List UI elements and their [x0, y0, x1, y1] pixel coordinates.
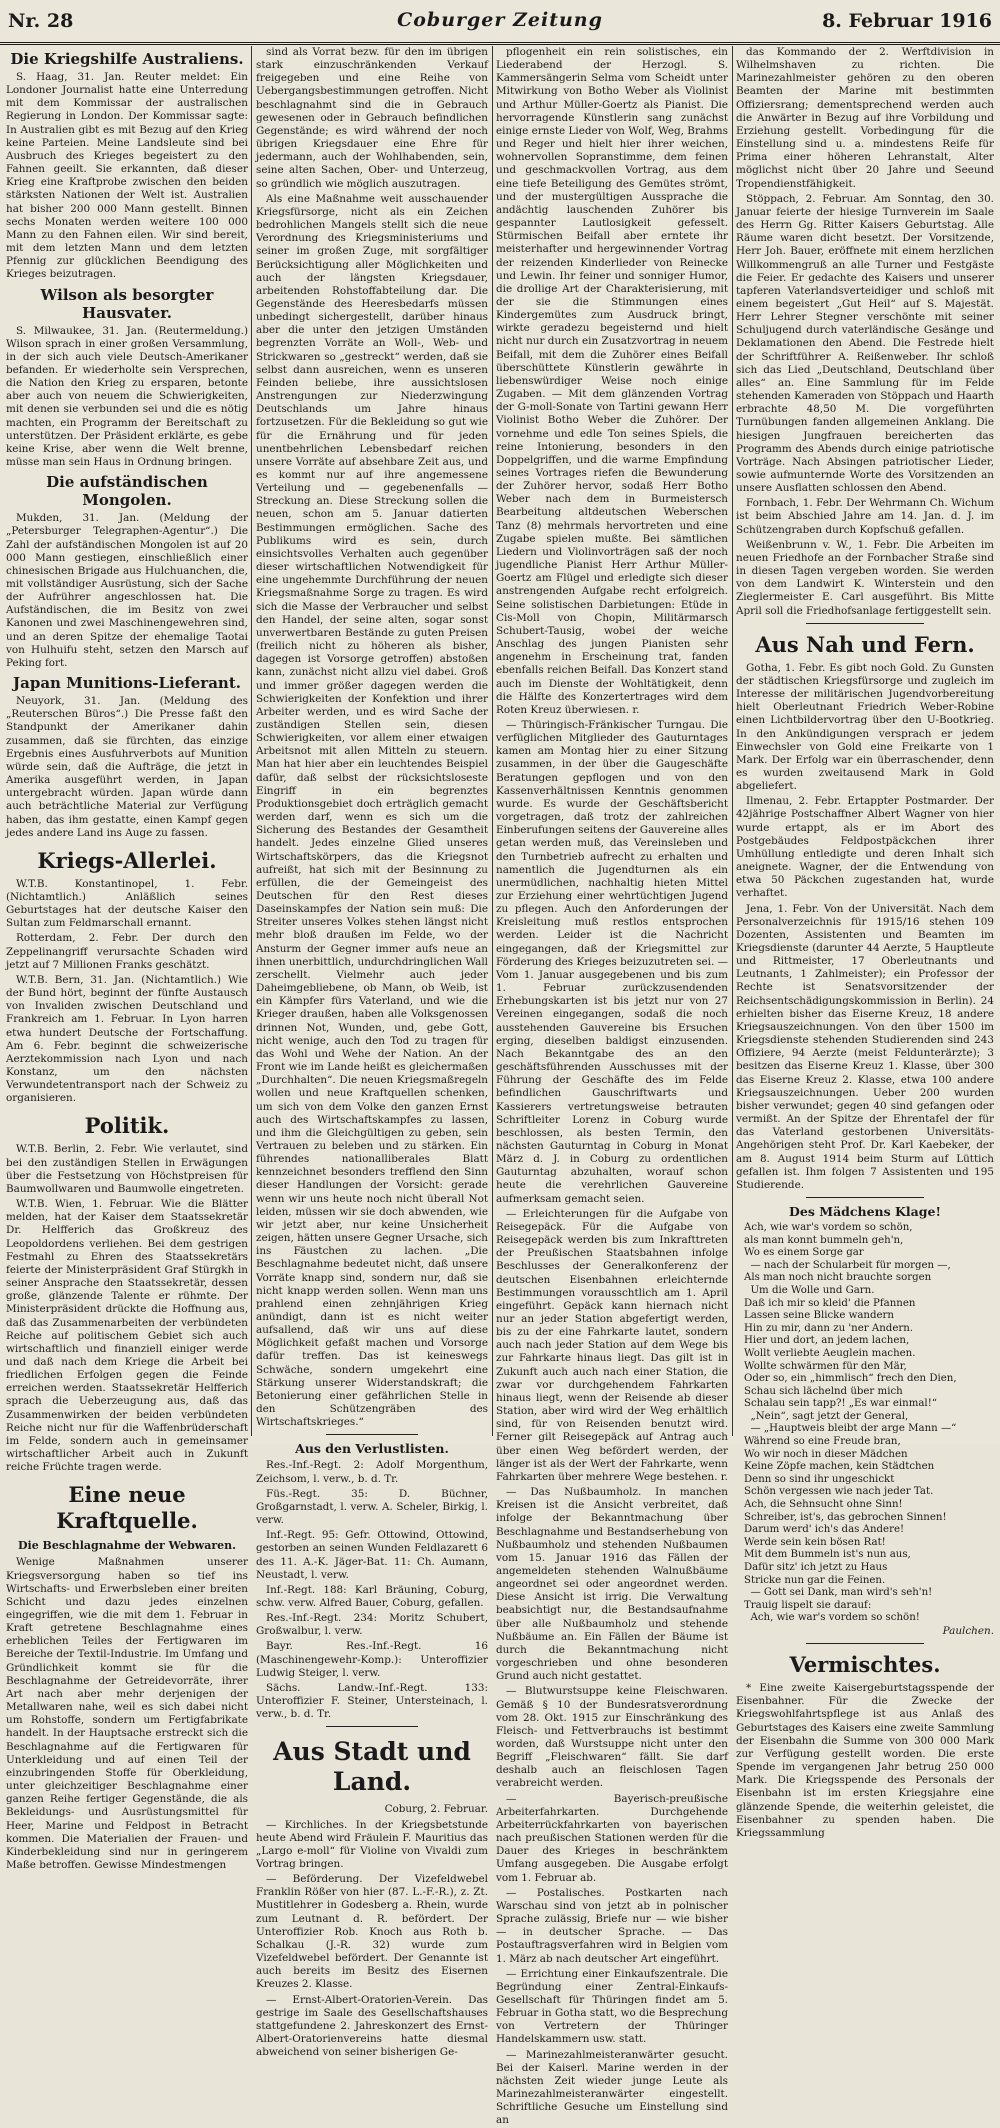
article-heading: Die aufständischen Mongolen. — [46, 473, 208, 510]
poem-line: als man konnt bummeln geh'n, — [744, 1234, 904, 1246]
article-text: Jena, 1. Febr. Von der Universität. Nach dem Personalverzeichnis für 1915/16 stehen 109 Dozenten, Assistenten und Beamten im Kriegsdienste (darunter 44 Aerzte, 5 Hauptleute und Rittmeister, 17 Oberleutnants und Leutnants, 1 Zahlmeister); ein Professor der Rechte ist Senatsvorsitzender der Reichsentschädigungskommission in Berlin). 24 erhielten bisher das Eiserne Kreuz, 18 andere Kriegsauszeichnungen. Von den über 1500 im Kriegsdienste stehenden Studierenden sind 243 Offiziere, 94 Aerzte (meist Feldunterärzte); 3 besitzen das Eiserne Kreuz 1. Klasse, über 300 das Eiserne Kreuz 2. Klasse, etwa 100 andere Kriegsauszeichnungen. Ueber 200 wurden bisher verwundet; gegen 40 sind gefangen oder vermißt. An der Spitze der Ehrentafel der für das Vaterland gestorbenen Universitäts-Angehörigen steht Prof. Dr. Karl Kaebeker, der am 8. August 1914 beim Sturm auf Lüttich gefallen ist. Ihm folgen 7 Assistenten und 195 Studierende. — [736, 902, 994, 1191]
dateline: Coburg, 2. Februar. — [384, 1803, 488, 1816]
column-3 — [496, 46, 728, 2127]
poem-line: Werde sein kein bösen Rat! — [744, 1536, 886, 1548]
poem-line: Um die Wolle und Garn. — [744, 1284, 875, 1296]
poem-signature: Paulchen. — [942, 1624, 994, 1637]
article-text: — Thüringisch-Fränkischer Turngau. Die verfüglichen Mitglieder des Gauturntages kamen am Montag hier zu einer Sitzung zusammen, in der über die Gaugeschäfte Beratungen gepflogen und von den Kassenverhältnissen Kenntnis genommen wurde. Es wurde der Geschäftsbericht vorgetragen, daß trotz der zahlreichen Einberufungen seitens der Gauvereine alles getan werden muß, das Vereinsleben und den Turnbetrieb aufrecht zu erhalten und namentlich die Jugendturnen als ein unermüdlichen, nachhaltig hieten Mittel zur Erziehung einer wehrtüchtigen Jugend zu pflegen. Auch den Anforderungen der Kreisleitung muß restlos entsprochen werden. Leider ist die Nachricht eingegangen, daß der Kriegsmittel zur Förderung des Krieges beizuzutreten sei. — Vom 1. Januar ausgegebenen und bis zum 1. Februar zurückzusendenden Erhebungskarten ist bis jetzt nur von 27 Vereinen eingegangen, sodaß die noch ausstehenden Gauvereine bis Ersuchen erging, dieselben baldigst einzusenden. Nach Bekanntgabe des an den geschäftsführenden Ausschusses mit der Führung der Geschäfte des im Felde befindlichen Gauschriftwarts und Kassierers vertretungsweise betrauten Schriftleiter Lorenz in Coburg wurde beschlossen, als besten Termin, den nächsten Gauturntag in Coburg in Monat März d. J. in Coburg zu ordentlichen Gauturntag abzuhalten, worauf schon heute die verehrlichen Gauvereine aufmerksam gemacht seien. — [496, 718, 728, 1205]
poem-line: Ach, wie war's vordem so schön, — [744, 1221, 913, 1233]
article-text: Neuyork, 31. Jan. (Meldung des „Reuterschen Büros“.) Die Presse faßt den Standpunkt der Amerikaner dahin zusammen, daß sie fürchten, das einzige Ergebnis eines Ausfuhrverbots auf Munition würde sein, daß die Aufträge, die jetzt in Amerika ausgeführt werden, in Japan untergebracht würden. Japan würde dann auch beträchtliche Material zur Verfügung haben, das ihm gestatte, einen Kampf gegen jedes andere Land ins Auge zu fassen. — [6, 695, 248, 839]
poem-line: Schau sich lächelnd über mich — [744, 1385, 903, 1397]
article-text: pflogenheit ein rein solistisches, ein Liederabend der Herzogl. S. Kammersängerin Selma vom Scheidt unter Mitwirkung von Botho Weber als Violinist und Arthur Müller-Goertz als Pianist. Die hervorragende Künstlerin sang zunächst einige ernste Lieder von Wolf, Weg, Brahms und Reger und hielt hier ihrer weichen, wohnervollen Sopranstimme, dem feinen und geschmackvollen Vortrag, aus dem eine tiefe Beteiligung des Gemütes strömt, und der mustergültigen Aussprache die andächtig lauschenden Zuhörer bis gespannter Lautlosigkeit gefesselt. Stürmischen Beifall aber erntete ihr meisterhafter und hergewinnender Vortrag der reizenden Kinderlieder von Reinecke und Lewin. Ihr feiner und sonniger Humor, die drollige Art der Charakterisierung, mit der sie die Stimmungen eines Kindergemütes zum Ausdruck bringt, wirkte geradezu begeisternd und hielt nicht nur durch ein Zusatzvortrag in neuem Beifall, mit dem die Zuhörer eines Beifall überschüttete Künstlerin gewährte in liebenswürdiger Weise noch einige Zugaben. — Mit dem glänzenden Vortrag der G-moll-Sonate von Tartini gewann Herr Violinist Botho Weber die Zuhörer. Der vornehme und edle Ton seines Spiels, die reine Intonierung, besonders in den Doppelgriffen, und die warme Empfindung seines Vortrages riefen die Bewunderung der Zuhörer hervor, sodaß Herr Botho Weber nach dem in Burmeistersch Bearbeitung altdeutschen Weberschen Tanz (8) mehrmals hervortreten und eine Zugabe spielen mußte. Bei sämtlichen Liedern und Violinvorträgen saß der noch jugendliche Pianist Herr Arthur Müller-Goertz am Flügel und erledigte sich dieser anstrengenden Aufgabe recht erfolgreich. Seine solistischen Darbietungen: Etüde in Cis-Moll von Chopin, Militärmarsch Schubert-Tausig, wobei der weiche Anschlag des jungen Pianisten sehr angenehm in Erscheinung trat, fanden ebenfalls reichen Beifall. Das Konzert stand auch im Dienste der Wohltätigkeit, denn die Hälfte des Konzertertrages wird dem Roten Kreuz überwiesen. r. — [496, 46, 728, 716]
issue-number: Nr. 28 — [8, 10, 74, 32]
masthead — [0, 0, 1000, 45]
column-4 — [736, 46, 994, 1839]
poem-line: Wo wir noch in dieser Mädchen — [744, 1448, 908, 1460]
poem-line: Wo es einem Sorge gar — [744, 1247, 864, 1259]
poem-line: Ach, die Sehnsucht ohne Sinn! — [744, 1499, 903, 1511]
article-text: — Erleichterungen für die Aufgabe von Reisegepäck. Für die Aufgabe von Reisegepäck werden bis zum Inkrafttreten der Preußischen Staatsbahnen infolge Beschlusses der Generalkonferenz der deutschen Eisenbahnen erleichternde Bestimmungen vorausschtlich am 1. April eingeführt. Gepäck kann hiernach nicht nur an jeder Station abgefertigt werden, bis zu der eine Fahrkarte lautet, sondern auch nach jeder Station auf dem Wege bis zur Fahrkarte hinaus liegt. Das gilt ist in Zukunft auch auch nach einer Station, die zwar vor durchgehendem Fahrkarten hinaus liegt, wenn der Reisende ab dieser Station, aber wird wird der Weg erhältlich sind, für von Reisenden benutzt wird. Ferner gilt Reisegepäck auf Antrag auch über einen Weg befördert werden, der länger ist als der Wert der Fahrkarte, wenn Fahrkarten über mehrere Wege bestehen. r. — [496, 1207, 728, 1483]
article-text: — Das Nußbaumholz. In manchen Kreisen ist die Ansicht verbreitet, daß infolge der Bekanntmachung über Beschlagnahme und Bestandserhebung von Nußbaumholz und stehenden Nußbaumen vom 15. Januar 1916 das Fällen der angemeldeten stehenden Walnußbäume angeordnet sei oder angeordnet werden. Diese Ansicht ist irrig. Die Verwaltung beabsichtigt nur, die Bestandsaufnahme über alle Nußbaumholz und stehende Nußbäume an. Ein Fällen der Bäume ist durch die Bekanntmachung nicht vorgeschrieben und ohne besonderen Grund auch nicht gestattet. — [496, 1486, 728, 1683]
divider — [806, 1643, 924, 1644]
poem-line: Dafür sitz' ich jetzt zu Haus — [744, 1562, 888, 1573]
column-rule — [492, 46, 493, 1436]
divider — [326, 1726, 418, 1727]
section-heading: Aus Nah und Fern. — [755, 631, 975, 657]
article-subheading: Die Beschlagnahme der Webwaren. — [18, 1539, 236, 1553]
article-text: Res.-Inf.-Regt. 2: Adolf Morgenthum, Zeichsom, l. verw., b. d. Tr. — [256, 1459, 488, 1485]
article-heading: Wilson als besorgter Hausvater. — [40, 285, 214, 322]
poem-line: Oder so, ein „himmlisch“ frech den Dien, — [744, 1373, 957, 1385]
poem-line: Stricke nun gar die Feinen. — [744, 1574, 886, 1586]
article-text: Füs.-Regt. 35: D. Büchner, Großgarnstadt, l. verw. A. Scheler, Birkig, l. verw. — [256, 1487, 488, 1527]
section-heading: Eine neue Kraftquelle. — [56, 1482, 198, 1534]
poem-line: Während so eine Freude bran, — [744, 1436, 901, 1448]
poem-line: — Gott sei Dank, man wird's seh'n! — [744, 1587, 933, 1599]
article-text: Inf.-Regt. 95: Gefr. Ottowind, Ottowind, gestorben an seinen Wunden Feldlazarett 6 des 11. A.-K. Jäger-Bat. 11: Ch. Aumann, Neustadt, l. verw. — [256, 1529, 488, 1581]
poem-line: Wollte schwärmen für den Mär, — [744, 1360, 907, 1372]
article-text: — Blutwurstsuppe keine Fleischwaren. Gemäß § 10 der Bundesratsverordnung vom 28. Okt. 1915 zur Einschränkung des Fleisch- und Fettverbrauchs ist bestimmt worden, daß Wurstsuppe nicht unter den Begriff „Fleischwaren“ fällt. Sie darf deshalb auch an fleischlosen Tagen verabreicht werden. — [496, 1685, 728, 1790]
article-text: das Kommando der 2. Werftdivision in Wilhelmshaven zu richten. Die Marinezahlmeister gehören zu den oberen Beamten der Marine mit bestimmten Offiziersrang; dementsprechend werden auch die Anwärter in Bezug auf ihre Vorbildung und Erziehung gestellt. Vorbedingung für die Einstellung sind u. a. mindestens Reife für Prima einer höheren Lehranstalt, Alter möglichst nicht über 20 Jahre und Seeund Tropendienstfähigkeit. — [736, 46, 994, 190]
column-1 — [6, 46, 248, 1871]
article-text: — Ernst-Albert-Oratorien-Verein. Das gestrige im Saale des Gesellschaftshauses stattgefundene 2. Jahreskonzert des Ernst-Albert-Oratorienvereins hatte diesmal abweichend von seiner bisherigen Ge- — [256, 1993, 488, 2059]
article-text: Wenige Maßnahmen unserer Kriegsversorgung haben so tief ins Wirtschafts- und Erwerbsleben einer breiten Schicht und dazu jedes einzelnen eingegriffen, wie die mit dem 1. Februar in Kraft getretene Beschlagnahme eines erheblichen Teiles der Fertigwaren im Bereiche der Textil-Industrie. Im Umfang und Gründlichkeit kommt sie für die Beschlagnahme der Getreidevorräte, ihrer Art nach aber mehr derjenigen der Metallwaren nahe, weil es sich dabei nicht um Rohstoffe, sondern um Fertigfabrikate handelt. In der Hauptsache erstreckt sich die Beschlagnahme auf die Fertigwaren für Unterkleidung und auf einen Teil der einzubringenden Stoffe für Oberkleidung, unter gleichzeitiger Beschlagnahme einer ganzen Reihe fertiger Gegenstände, die als Bekleidungs- und Ausrüstungsmittel für Heer, Marine und Feldpost in Betracht kommen. Die Materialien der Frauen- und Kinderbekleidung sind nur in geringerem Maße betroffen. Gewisse Mindestmengen — [6, 1556, 248, 1871]
poem-line: Schön vergessen wie nach jeder Tat. — [744, 1486, 934, 1498]
poem — [736, 1222, 994, 1625]
article-text: Fornbach, 1. Febr. Der Wehrmann Ch. Wichum ist beim Abschied Jahre am 14. Jan. d. J. im Schützengraben durch Kopfschuß gefallen. — [736, 497, 994, 536]
article-text: Als eine Maßnahme weit ausschauender Kriegsfürsorge, nicht als ein Zeichen bedrohlichen Mangels stellt sich die neue Verordnung des Kriegsministeriums und seiner im großen Zuge, mit sorgfältiger Berücksichtigung aller Möglichkeiten und auch der längsten Kriegsdauer, arbeitenden Rohstoffabteilung dar. Die Gegenstände des Heeresbedarfs müssen unbedingt sichergestellt, darüber hinaus aber die unter den jetzigen Umständen begrenzten Vorräte an Woll-, Web- und Strickwaren so „gestreckt“ werden, daß sie selbst dann ausreichen, wenn es unseren Feinden beliebe, ihre aussichtslosen Anstrengungen zur Niederzwingung Deutschlands um Jahre hinaus fortzusetzen. Für die Bekleidung so gut wie für die Ernährung und für jeden unentbehrlichen Lebensbedarf reichen unsere Vorräte auf absehbare Zeit aus, und es kommt nur auf ihre angemessene Verteilung und — gegebenenfalls — Streckung an. Diese Streckung sollen die neuen, schon am 5. Januar datierten Bestimmungen ermöglichen. Sache des Publikums wird es sein, durch einsichtsvolles Verhalten auch gegenüber dieser wirtschaftlichen Notwendigkeit für eine ungehemmte Durchführung der neuen Kriegsmaßnahme Sorge zu tragen. Es wird sich die Masse der Verbraucher und selbst den Handel, der seine alten, sogar sonst unverwertbaren Bestände zu guten Preisen (freilich nicht zu höheren als bisher, dagegen ist Vorsorge getroffen) abstoßen kann, zunächst nicht allzu viel dabei. Groß und immer größer dagegen werden die Schwierigkeiten der Konfektion und ihrer Arbeiter werden, und es wird Sache der zuständigen Stellen sein, diesen Schwierigkeiten, vor allem einer etwaigen Arbeitsnot mit allen Mitteln zu steuern. Man hat hier aber ein leuchtendes Beispiel dafür, daß selbst der rücksichtsloseste Eingriff in ein begrenztes Produktionsgebiet doch erträglich gemacht werden darf, wenn es sich um die Sicherung des Bestandes der Gesamtheit handelt. Jedes einzelne Glied unseres Wirtschaftskörpers, das die Kriegsnot aufreißt, hat sich mit der Besinnung zu erfüllen, die der Gemeingeist des Deutschen für den Rest dieses Daseinskampfes der Nation sein muß: Die Streiter unseres Volkes stehen längst nicht mehr bloß draußen im Felde, wo der Ansturm der Gegner immer aufs neue an ihnen unerbittlich, undurchdringlichen Wall zerschellt. Vielmehr auch jeder Daheimgebliebene, ob Mann, ob Weib, ist ein Kämpfer fürs Vaterland, und wie die Krieger draußen, haben alle Volksgenossen drinnen Not, Wunden, und, gebe Gott, nicht wenige, auch den Tod zu tragen für das Wohl und Wehe der Nation. An der Front wie im Lande heißt es gleichermaßen „Durchhalten“. Die neuen Kriegsmaßregeln wollen und neue Kraftquellen schenken, um sich von dem Volke den ganzen Ernst auch des Wirtschaftskampfes zu lassen, und ihm die Gleichgültigen zu geben, sein Vertrauen zu beleben und zu stärken. Ein führendes nationalliberales Blatt kennzeichnet besonders trefflend den Sinn dieser Handlungen der Vorsicht: gerade wenn wir uns heute noch nicht überall Not leiden, müssen wir sie doch abwenden, wie wir jetzt aber, nur keine Unsicherheit zeigen, hätten unsere Gegner Ursache, sich ins Fäustchen zu lachen. „Die Beschlagnahme bedeutet nicht, daß unsere Vorräte knapp sind, sondern nur, daß sie nicht knapp werden sollen. Wenn man uns prahlend einen zehnjährigen Krieg anündigt, dann ist es nicht weiter aufsallend, daß wir uns auf diese Möglichkeit gefaßt machen und Vorsorge dafür treffen. Das ist keineswegs Schwäche, sondern umgekehrt eine Stärkung unserer Widerstandskraft; die Betonierung einer gefährlichen Stelle in den Schützengräben des Wirtschaftskrieges.“ — [256, 192, 488, 1429]
article-text: — Beförderung. Der Vizefeldwebel Franklin Rößer von hier (87. L.-F.-R.), z. Zt. Mustitlehrer in Godesberg a. Rhein, wurde zum Leutnant d. R. befördert. Der Unteroffizier Rob. Knoch aus Roth b. Schalkau (J.-R. 32) wurde zum Vizefeldwebel befördert. Der Genannte ist auch bereits im Besitz des Eisernen Kreuzes 2. Klasse. — [256, 1873, 488, 1991]
poem-line: Keine Zöpfe machen, kein Städtchen — [744, 1461, 935, 1473]
section-heading: Politik. — [84, 1113, 170, 1139]
poem-line: Trauig lispelt sie darauf: — [744, 1599, 872, 1611]
article-heading: Japan Munitions-Lieferant. — [13, 674, 241, 693]
article-text: Res.-Inf.-Regt. 234: Moritz Schubert, Großwalbur, l. verw. — [256, 1612, 488, 1638]
article-text: Mukden, 31. Jan. (Meldung der „Petersburger Telegraphen-Agentur“.) Die Zahl der aufständischen Mongolen ist auf 20 000 Mann gestiegen, einschließlich einer chinesischen Brigade aus Hulchuanchen, die, mit vollständiger Ausrüstung, sich der Sache der Aufrührer angeschlossen hat. Die Aufständischen, die im Besitz von zwei Kanonen und zwei Maschinengewehren sind, und an deren Spitze der ehemalige Taotai von Hulhuifu steht, setzen den Marsch auf Peking fort. — [6, 512, 248, 669]
article-text: Sächs. Landw.-Inf.-Regt. 133: Unteroffizier F. Steiner, Untersteinach, l. verw., b. d. Tr. — [256, 1681, 488, 1721]
article-text: W.T.B. Wien, 1. Februar. Wie die Blätter melden, hat der Kaiser dem Staatssekretär Dr. Helfferich das Großkreuz des Leopoldordens verliehen. Bei dem gestrigen Festmahl zu Ehren des Staatssekretärs feierte der Ministerpräsident Graf Stürgkh in seiner Ansprache den Staatssekretär, dessen große, glänzende Talente er rühmte. Der Ministerpräsident drückte die Hoffnung aus, daß das Zusammenarbeiten der verbündeten Reiche auf politischem Gebiet sich auch wirtschaftlich und finanziell einiger werde und daß nach dem Kriege die Arbeit bei friedlichen Erfolgen gegen die Feinde erreichen werden. Staatssekretär Helfferich sprach die Ueberzeugung aus, daß das Zusammenwirken der beiden verbündeten Reiche nicht nur für die Waffenbrüderschaft im Felde, sondern auch in gemeinsamer wirtschaftlicher Arbeit auch in Zukunft reiche Früchte tragen werde. — [6, 1198, 248, 1474]
poem-line: Lassen seine Blicke wandern — [744, 1310, 894, 1322]
poem-title: Des Mädchens Klage! — [789, 1203, 941, 1219]
article-text: Gotha, 1. Febr. Es gibt noch Gold. Zu Gunsten der städtischen Kriegsfürsorge und zugleich im Interesse der militärischen Jugendvorbereitung hielt Oberleutnant Friedrich Weber-Robine einen Lichtbildervortrag über den U-Bootkrieg. In den Ankündigungen versprach er jedem Einwechsler von Gold eine Freikarte von 1 Mark. Der Erfolg war ein überraschender, denn es wurden zweitausend Mark in Gold abgeliefert. — [736, 661, 994, 793]
article-text: sind als Vorrat bezw. für den im übrigen stark einzuschränkenden Verkauf freigegeben und eine Reihe von Uebergangsbestimmungen getroffen. Nicht beschlagnahmt sind die in Gebrauch gewesenen oder in Gebrauch befindlichen Gegenstände; es wird während der noch übrigen Kriegsdauer eine Ehre für jedermann, auch der Wohlhabenden, sein, seine alten Sachen, Ober- und Unterzeug, so gründlich wie möglich auszutragen. — [256, 46, 488, 190]
issue-date: 8. Februar 1916 — [822, 10, 992, 32]
column-2 — [256, 46, 488, 2059]
article-heading: Aus den Verlustlisten. — [295, 1441, 449, 1457]
divider — [806, 623, 924, 624]
article-text: — Kirchliches. In der Kriegsbetstunde heute Abend wird Fräulein F. Mauritius das „Largo e-moll“ für Violine von Vivaldi zum Vortrag bringen. — [256, 1818, 488, 1870]
article-text: Bayr. Res.-Inf.-Regt. 16 (Maschinengewehr-Komp.): Unteroffizier Ludwig Steiger, l. verw. — [256, 1640, 488, 1679]
article-text: — Postalisches. Postkarten nach Warschau sind von jetzt ab in polnischer Sprache zulässig, Briefe nur — wie bisher — in deutscher Sprache. — Das Postauftragsverfahren wird in Belgien vom 1. März ab nach deutscher Art eingeführt. — [496, 1886, 728, 1965]
poem-line: Daß ich mir so kleid' die Pfannen — [744, 1297, 916, 1309]
article-text: S. Milwaukee, 31. Jan. (Reutermeldung.) Wilson sprach in einer großen Versammlung, in der sich auch viele Deutsch-Amerikaner befanden. Er wiederholte sein Versprechen, die Nation den Krieg zu ersparen, betonte aber auch von neuem die Schwierigkeiten, mit denen sie verbunden sei und die es nötig machten, ein Programm der Bereitschaft zu unterstützen. Der Präsident erklärte, es gebe keine Krise, aber wenn die Welt brenne, müsse man sein Haus in Ordnung bringen. — [6, 324, 248, 469]
column-rule — [251, 46, 252, 1436]
poem-line: Denn so sind ihr ungeschickt — [744, 1473, 895, 1485]
column-rule — [732, 46, 733, 1436]
section-heading: Aus Stadt und Land. — [273, 1737, 471, 1797]
poem-line: — nach der Schularbeit für morgen —, — [744, 1259, 951, 1271]
article-text: W.T.B. Konstantinopel, 1. Febr. (Nichtamtlich.) Anläßlich seines Geburtstages hat der deutsche Kaiser den Sultan zum Feldmarschall ernannt. — [6, 877, 248, 930]
poem-line: Schalau sein tapp?! „Es war einmal!“ — [744, 1398, 937, 1410]
poem-line: Mit dem Bummeln ist's nun aus, — [744, 1549, 911, 1561]
article-text: S. Haag, 31. Jan. Reuter meldet: Ein Londoner Journalist hatte eine Unterredung mit dem Kommissar der australischen Regierung in London. Der Kommissar sagte: In Australien gibt es mit Bezug auf den Krieg keine Parteien. Meine Landsleute sind bei Ausbruch des Krieges begeistert zu den Fahnen geeilt. Sie erkannten, daß dieser Krieg eine Kraftprobe zwischen den beiden stärksten Nationen der Welt ist. Australien hat bisher 200 000 Mann gestellt. Binnen sechs Monaten werden weitere 100 000 Mann zu den Fahnen eilen. Wir sind bereit, mit dem letzten Mann und dem letzten Pfennig zur glücklichen Beendigung des Krieges beizutragen. — [6, 71, 248, 281]
poem-line: Schreiber, ist's, das gebrochen Sinnen! — [744, 1511, 947, 1523]
divider — [326, 1434, 418, 1435]
divider — [806, 1197, 924, 1198]
article-text: Ilmenau, 2. Febr. Ertappter Postmarder. Der 42jährige Postschaffner Albert Wagner von hier wurde ertappt, als er im Abort des Postgebäudes Feldpostpäckchen ihrer Umhüllung entledigte und deren Inhalt sich aneignete. Wagner, der die Entwendung von etwa 50 Päckchen zugestanden hat, wurde verhaftet. — [736, 795, 994, 900]
poem-line: — „Hauptweis bleibt der arge Mann —“ — [744, 1423, 957, 1435]
poem-line: Ach, wie war's vordem so schön! — [744, 1612, 920, 1624]
article-text: Weißenbrunn v. W., 1. Febr. Die Arbeiten im neuen Friedhofe an der Fornbacher Straße sind in diesen Tagen vergeben worden. Sie werden von dem Landwirt K. Winterstein und den Zieglermeister E. Carl ausgeführt. Bis Mitte April soll die Friedhofsanlage fertiggestellt sein. — [736, 538, 994, 617]
article-text: Rotterdam, 2. Febr. Der durch den Zeppelinangriff verursachte Schaden wird jetzt auf 7 Millionen Franks geschätzt. — [6, 932, 248, 971]
poem-line: Hin zu mir, dann zu 'ner Andern. — [744, 1322, 914, 1334]
article-text: W.T.B. Bern, 31. Jan. (Nichtamtlich.) Wie der Bund hört, beginnt der fünfte Austausch von Invaliden zwischen Deutschland und Frankreich am 1. Februar. In Lyon harren etwa hundert Deutsche der Fortschaffung. Am 6. Febr. beginnt die schweizerische Aerztekommission nach Lyon und nach Konstanz, um den nächsten Verwundetentransport nach der Schweiz zu organisieren. — [6, 973, 248, 1105]
poem-line: Wollt verliebte Aeuglein machen. — [744, 1347, 916, 1359]
article-text: W.T.B. Berlin, 2. Febr. Wie verlautet, sind bei den zuständigen Stellen in Erwägungen über die Festsetzung von Höchstpreisen für Baumwollwaren und Baumwolle eingetreten. — [6, 1143, 248, 1195]
article-text: — Bayerisch-preußische Arbeiterfahrkarten. Durchgehende Arbeiterrückfahrkarten von bayerischen nach preußischen Stationen werden für die Dauer des Krieges in beschränktem Umfang ausgegeben. Die Ausgabe erfolgt vom 1. Februar ab. — [496, 1792, 728, 1884]
poem-line: Als man noch nicht brauchte sorgen — [744, 1272, 932, 1284]
article-text: Inf.-Regt. 188: Karl Bräuning, Coburg, schw. verw. Alfred Bauer, Coburg, gefallen. — [256, 1583, 488, 1609]
article-heading: Die Kriegshilfe Australiens. — [10, 50, 244, 68]
article-text: — Errichtung einer Einkaufszentrale. Die Begründung einer Zentral-Einkaufs-Gesellschaft für Thüringen findet am 5. Februar in Gotha statt, wo die Besprechung von Vertretern der Thüringer Handelskammern usw. statt. — [496, 1967, 728, 2046]
article-text: Stöppach, 2. Februar. Am Sonntag, den 30. Januar feierte der hiesige Turnverein im Saale des Herrn Gg. Ritter Kaisers Geburtstag. Alle Räume waren dicht besetzt. Der Vorsitzende, Herr Joh. Bauer, eröffnete mit einem herzlichen Willkommengruß an alle Turner und Festgäste die Feier. Er gedachte des Kaisers und unserer tapferen Vaterlandsverteidiger und schloß mit einem begeistert „Gut Heil“ auf S. Majestät. Herr Lehrer Stegner verschönte mit seiner Schuljugend durch vaterländische Gesänge und Deklamationen den Abend. Die Festrede hielt der Schriftführer A. Reißenweber. Ihr schloß sich das Lied „Deutschland, Deutschland über alles“ an. Eine Sammlung für im Felde stehenden Kameraden von Stöppach und Haarth erbrachte 48,50 M. Die vorgeführten Turnübungen fanden allgemeinen Anklang. Die hiesigen Jungfrauen bereicherten das Programm des Abends durch einige patriotische Vorträge. Nach Absingen patriotischer Lieder, sowie aufmunternde Worte des Vorsitzenden an unsere Ausflatten schlossen den Abend. — [736, 192, 994, 495]
section-heading: Kriegs-Allerlei. — [37, 847, 217, 873]
article-text: * Eine zweite Kaisergeburtstagsspende der Eisenbahner. Für die Zwecke der Kriegswohlfahrtspflege ist aus Anlaß des Geburtstages des Kaisers eine zweite Sammlung der Eisenbahn die Summe von 300 000 Mark zur Verfügung gestellt worden. Die erste Spende im vergangenen Jahr betrug 250 000 Mark. Die Kriegsspende des Personals der Eisenbahn ist im ersten Kriegsjahre eine glänzende Spende, die weiterhin geleistet, die Eisenbahner zu spenden haben. Die Kriegssammlung — [736, 1682, 994, 1839]
poem-line: Darum werd' ich's das Andere! — [744, 1524, 905, 1536]
poem-line: „Nein“, sagt jetzt der General, — [744, 1410, 909, 1422]
poem-line: Hier und dort, an jedem lachen, — [744, 1335, 910, 1347]
newspaper-title: Coburger Zeitung — [397, 9, 603, 31]
section-heading: Vermischtes. — [789, 1652, 941, 1678]
article-text: — Marinezahlmeisteranwärter gesucht. Bei der Kaiserl. Marine werden in der nächsten Zeit wieder junge Leute als Marinezahlmeisteranwärter eingestellt. Schriftliche Gesuche um Einstellung sind an — [496, 2048, 728, 2127]
